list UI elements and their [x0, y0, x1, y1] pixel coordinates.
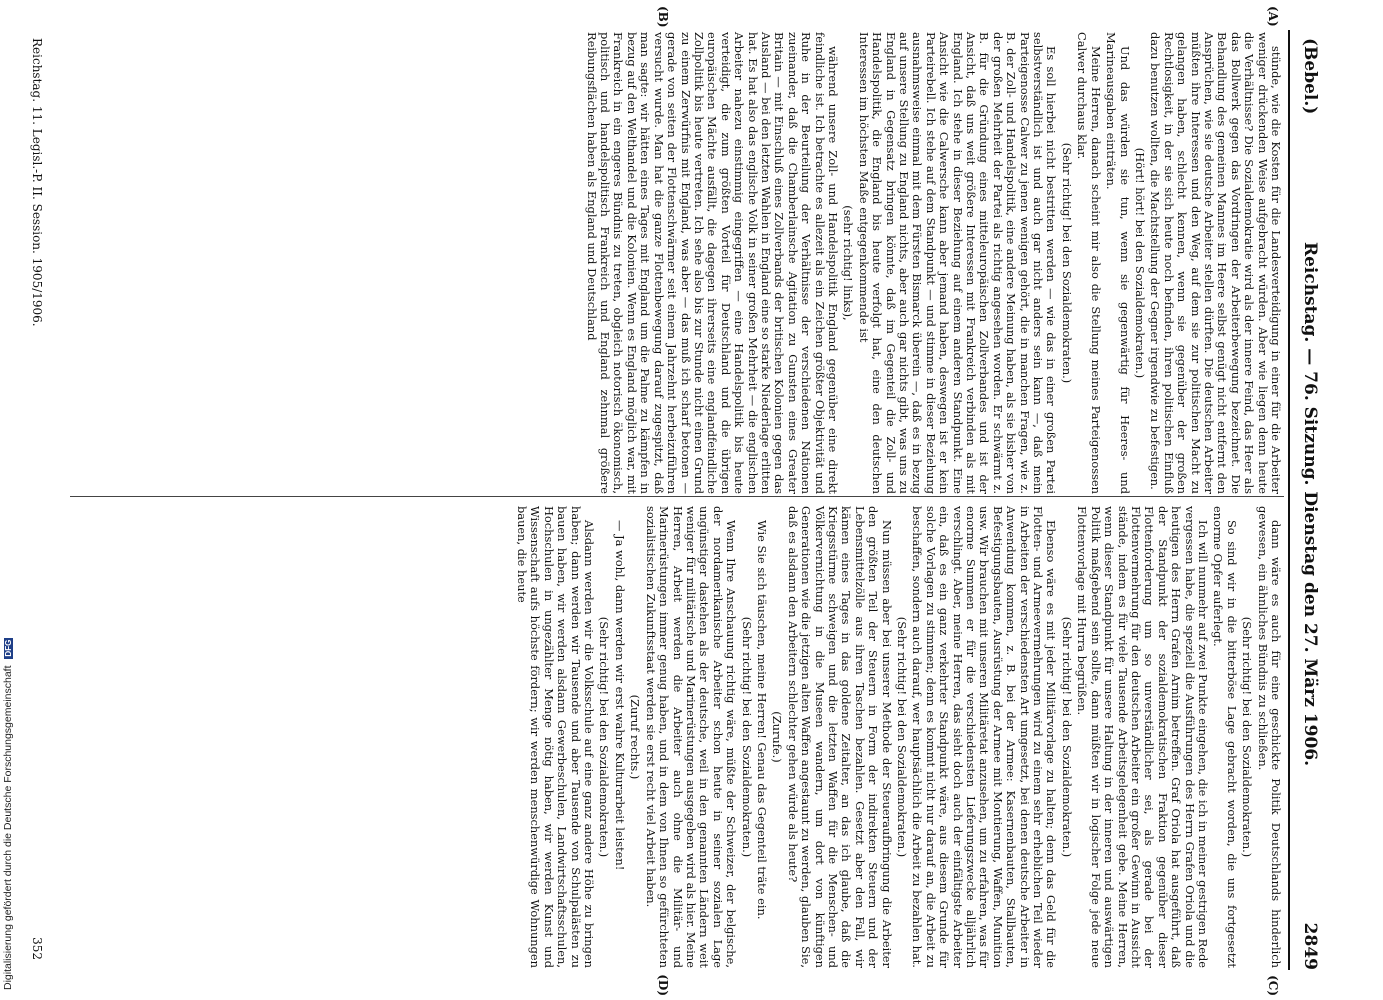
interjection: (Sehr richtig! bei den Sozialdemokraten.) — [1240, 616, 1255, 858]
column-divider — [70, 496, 1284, 497]
digitization-note — [2, 0, 14, 990]
margin-marker-d: (D) — [656, 974, 670, 996]
paragraph: dann wäre es auch für eine geschickte Politik Deutschlands hinderlich gewesen, ein ähnliches Bündnis zu schließen. — [1255, 506, 1283, 968]
paragraph: Meine Herren, danach scheint mir also die Stellung meines Parteigenossen Calwer durchaus klar. — [1075, 32, 1103, 494]
paragraph: während unsere Zoll- und Handelspolitik England gegenüber eine direkt feindliche ist. Ich betrachte es allezeit als ein Zeichen größter Objektivität und Ruhe in der Beurteilung der Verhältnisse der verschiedenen Nationen zueinander, daß die Chamberlainsche Agitation zu Gunsten eines Greater Britain — mit Einschluß eines Zollverbands der britischen Kolonien gegen das Ausland — bei den letzten Wahlen in England eine so starke Niederlage erlitten hat. Es hat also das englische Volk in seiner großen Mehrheit — die englischen Arbeiter nahezu einstimmig eingegriffen — eine Handelspolitik bis heute verteidigt, die zum größten Vorteil für Deutschland und die übrigen europäischen Mächte ausfällt, die dagegen ihrerseits eine englandfeindliche Zollpolitik bis heute vertreten. Ich sehe also bis zur Stunde nicht einen Grund zu einem Zerwürfnis mit England, was aber — das muß ich scharf betonen — gerade von seiten der Flottenschwärmer seit einem Jahrzehnt herbeizuführen versucht wurde. Man hat die ganze Flottenbewegung darauf zugespitzt, daß man sagte: wir hätten eines Tages mit England um die Palme zu kämpfen in bezug auf den Welthandel und die Kolonien. Wenn es England möglich war, mit Frankreich in ein engeres Bündnis zu treten, obgleich notorisch ökonomisch, politisch und handelspolitisch Frankreich und England zehnmal größere Reibungsflächen haben als England und Deutschland — [584, 32, 840, 494]
right-text-column — [513, 506, 1282, 968]
paragraph: So sind wir in die bitterböse Lage gebracht worden, die uns fortgesetzt enorme Opfer auferlegt. — [1211, 506, 1239, 968]
paragraph: Wenn Ihre Anschauung richtig wäre, müßte der Schweizer, der belgische, der nordamerikanische Arbeiter schon heute in seiner sozialen Lage ungünstiger dastehen als der deutsche, weil in den genannten Ländern weit weniger für militärische und Marinerüstungen ausgegeben wird als hier. Meine Herren, Arbeit werden die Arbeiter auch ohne die Militär- und Marinerüstungen immer genug haben, und in dem von Ihnen so gefürchteten sozialistischen Zukunftsstaat werden sie erst recht viel Arbeit haben. — [643, 506, 739, 968]
paragraph: Alsdann werden wir die Volksschule auf eine ganz andere Höhe zu bringen haben; dann werden wir Tausende und aber Tausende von Schulpalästen zu bauen haben, wir werden alsdann Gewerbeschulen, Landwirtschaftsschulen, Hochschulen in ungezählter Menge nötig haben, wir werden Kunst und Wissenschaft aufs höchste fördern; wir werden menschenwürdige Wohnungen bauen, die heute — [515, 506, 597, 968]
digitization-note-text: Digitalisierung gefördert durch die Deutsche Forschungsgemeinschaft — [2, 665, 14, 990]
header-speaker: (Bebel.) — [1300, 38, 1320, 115]
paragraph: Ebenso wäre es mit jeder Militärvorlage zu halten; denn das Geld für die Flotten- und Armeevermehrungen wird zu einem sehr erheblichen Teil wieder in Arbeiten der verschiedensten Art umgesetzt, bei denen deutsche Arbeiter in Anwendung kommen, z. B. bei der Armee: Kasernenbauten, Stallbauten, Befestigungsbauten, Ausrüstung der Armee mit Montierung, Waffen, Munition usw. Wir brauchen mit unseren Militäretat anzusehen, um zu erfahren, was für enorme Summen er für die verschiedensten Lieferungszwecke alljährlich verschlingt. Aber, meine Herren, das sieht doch auch der einfältigste Arbeiter ein, daß es ein ganz verkehrter Standpunkt wäre, aus diesem Grunde für solche Vorlagen zu stimmen; denn es kommt nicht nur darauf an, die Arbeit zu beschaffen, sondern auch darauf, wer hauptsächlich die Arbeit zu bezahlen hat. — [910, 506, 1059, 968]
interjection: (Zuruf rechts.) — [628, 694, 643, 780]
interjection: (Sehr richtig! bei den Sozialdemokraten.) — [1059, 142, 1074, 384]
interjection: (Sehr richtig! bei den Sozialdemokraten.) — [739, 616, 754, 858]
interjection: (Hört! hört! bei den Sozialdemokraten.) — [1132, 147, 1147, 379]
interjection: (sehr richtig! links), — [841, 205, 856, 321]
paragraph: Es soll hierbei nicht bestritten werden — wie das in einer großen Partei selbstverständlich ist und auch gar nicht anders sein kann —, daß mein Parteigenosse Calwer zu jenen wenigen gehört, die in manchen Fragen, wie z. B. der Zoll- und Handelspolitik, eine andere Meinung haben, als sie bisher von der großen Mehrheit der Partei als richtig angesehen worden. Er schwärmt z. B. für die Gründung eines mitteleuropäischen Zollverbandes und ist der Ansicht, daß uns weit größere Interessen mit Frankreich verbinden als mit England. Ich stehe in dieser Beziehung auf einem anderen Standpunkt. Eine Ansicht wie die Calwersche kann aber jemand haben, deswegen ist er kein Parteirebell. Ich stehe auf dem Standpunkt — und stimme in dieser Beziehung ausnahmsweise einmal mit dem Fürsten Bismarck überein —, daß es in bezug auf unsere Stellung zu England nichts, aber auch gar nichts gibt, was uns zu England in Gegensatz bringen könnte, daß im Gegenteil die Zoll- und Handelspolitik, die England bis heute verfolgt hat, eine den deutschen Interessen im höchsten Maße entgegenkommende ist — [856, 32, 1059, 494]
footer-session-info: Reichstag. 11. Legisl.-P. II. Session. 1905/1906. — [30, 38, 44, 327]
paragraph: — Ja wohl, dann werden wir erst wahre Kulturarbeit leisten! — [612, 520, 627, 871]
interjection: (Sehr richtig! bei den Sozialdemokraten.) — [1059, 616, 1074, 858]
paragraph: Wie Sie sich täuschen, meine Herren! Genau das Gegenteil träte ein. — [754, 520, 769, 920]
interjection: (Zurufe.) — [770, 711, 785, 763]
dfg-logo: DFG — [4, 639, 13, 657]
margin-marker-c: (C) — [1266, 975, 1280, 996]
paragraph: stünde, wie die Kosten für die Landesverteidigung in einer für die Arbeiter weniger drückenden Weise aufgebracht würden. Aber wie liegen denn heute die Verhältnisse? Die Sozialdemokratie wird als der innere Feind, das Heer als das Bollwerk gegen das Vordringen der Arbeiterbewegung bezeichnet. Die Behandlung des gemeinen Mannes im Heere selbst genügt nicht entfernt den Ansprüchen, wie sie deutsche Arbeiter stellen dürften. Die deutschen Arbeiter müßten ihre Interessen und den Weg, auf dem sie zur politischen Macht zu gelangen haben, schlecht kennen, wenn sie gegenüber der großen Rechtlosigkeit, in der sie sich heute noch befinden, ihren politischen Einfluß dazu benutzen wollten, die Machtstellung der Gegner irgendwie zu befestigen. — [1148, 32, 1283, 494]
left-text-column — [582, 32, 1282, 494]
margin-marker-b: (B) — [656, 6, 670, 28]
paragraph: Ich will nunmehr auf zwei Punkte eingehen, die ich in meiner gestrigen Rede vergessen habe, die speziell die Ausführungen des Herrn Grafen Oriola und die heutigen des Herrn Grafen Arnim betreffen. Graf Oriola hat ausgeführt, daß der Standpunkt der sozialdemokratischen Fraktion gegenüber dieser Flottenforderung um so unverständlicher sei, als gerade bei der Flottenvermehrung für den deutschen Arbeiter ein großer Gewinn in Aussicht stände, indem es für viele Tausende Arbeitsgelegenheit gebe. Meine Herren, wenn dieser Standpunkt für unsere Haltung in der inneren und auswärtigen Politik maßgebend sein sollte, dann müßten wir in logischer Folge jede neue Flottenvorlage mit Hurra begrüßen. — [1075, 506, 1210, 968]
margin-marker-a: (A) — [1266, 6, 1280, 27]
paragraph: Und das würden sie tun, wenn sie gegenwärtig für Heeres- und Marineausgaben einträten. — [1104, 32, 1132, 494]
interjection: (Sehr richtig! bei den Sozialdemokraten.) — [597, 616, 612, 858]
header-title: Reichstag. — 76. Sitzung. Dienstag den 27. März 1906. — [1300, 241, 1320, 767]
footer-sheet-number: 352 — [30, 937, 44, 960]
paragraph: Nun müssen aber bei unserer Methode der Steueraufbringung die Arbeiter den größten Teil der Steuern in Form der indirekten Steuern und der Lebensmittelzölle aus ihren Taschen bezahlen. Gesetzt aber den Fall, wir kämen eines Tages in das goldene Zeitalter, an das ich glaube, daß die Kriegsstürme schweigen und die letzten Waffen für die Menschen- und Völkervernichtung in die Museen wandern, um dort von künftigen Generationen wie die jetzigen alten Waffen angestaunt zu werden, glauben Sie, daß es alsdann den Arbeitern schlechter gehen würde als heute? — [785, 506, 894, 968]
page-header — [1294, 38, 1324, 970]
document-page — [30, 0, 1330, 1000]
header-rule — [1288, 30, 1290, 970]
interjection: (Sehr richtig! bei den Sozialdemokraten.) — [895, 616, 910, 858]
header-page-number: 2849 — [1300, 922, 1320, 970]
